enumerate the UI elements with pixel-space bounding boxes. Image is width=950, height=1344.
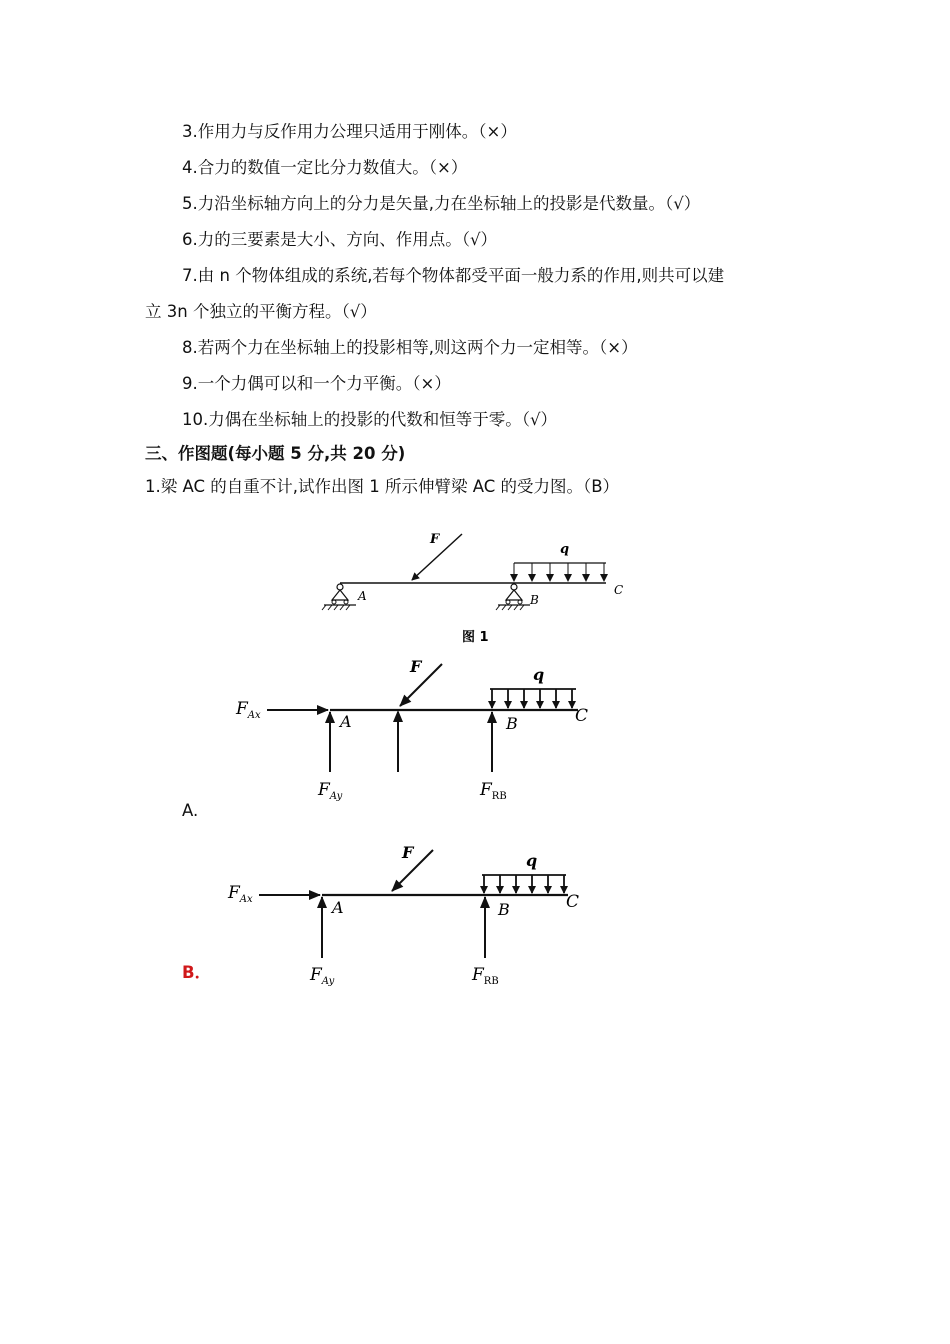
fig1-label-a: A: [358, 589, 367, 603]
option-a-label: A.: [182, 801, 199, 820]
distributed-load-q: [514, 563, 606, 581]
item-4: 4.合力的数值一定比分力数值大。（×）: [182, 158, 468, 177]
fig1-label-f: F: [430, 532, 440, 547]
item-9: 9.一个力偶可以和一个力平衡。（×）: [182, 374, 451, 393]
option-a-label-b: B: [506, 714, 518, 733]
option-a-label-frb: $F_{RB}$: [480, 780, 507, 802]
option-a-label-f: F: [410, 657, 422, 676]
option-a-label-q: q: [533, 665, 545, 684]
option-a-label-a: A: [340, 712, 352, 731]
option-b-label: B．: [182, 963, 212, 982]
option-b-label-c: C: [566, 892, 580, 912]
option-b-label-b: B: [498, 900, 510, 919]
option-a-label-c: C: [575, 706, 589, 726]
item-8: 8.若两个力在坐标轴上的投影相等,则这两个力一定相等。（×）: [182, 338, 638, 357]
fig1-label-b: B: [530, 593, 539, 607]
question-1: 1.梁 AC 的自重不计,试作出图 1 所示伸臂梁 AC 的受力图。（B）: [145, 477, 620, 496]
item-6: 6.力的三要素是大小、方向、作用点。（√）: [182, 230, 498, 249]
item-5: 5.力沿坐标轴方向上的分力是矢量,力在坐标轴上的投影是代数量。（√）: [182, 194, 701, 213]
support-b: [496, 584, 530, 610]
option-b-label-fax: $F_{Ax}$: [228, 883, 253, 905]
option-b-label-frb: $F_{RB}$: [472, 965, 499, 987]
item-7-continued: 立 3n 个独立的平衡方程。（√）: [145, 302, 377, 321]
option-a-label-fax: $F_{Ax}$: [236, 699, 261, 721]
option-a-distributed-load: [490, 689, 576, 708]
option-b-label-f: F: [402, 843, 414, 862]
section-heading: 三、作图题(每小题 5 分,共 20 分): [145, 444, 406, 463]
option-b-distributed-load: [482, 875, 566, 893]
fig1-label-c: C: [614, 583, 624, 597]
option-b-diagram: [227, 843, 579, 987]
item-7: 7.由 n 个物体组成的系统,若每个物体都受平面一般力系的作用,则共可以建: [182, 266, 725, 285]
option-b-label-fay: $F_{Ay}$: [310, 965, 335, 987]
fig1-label-q: q: [560, 542, 570, 557]
support-a: [322, 584, 356, 610]
fig1-caption: 图 1: [462, 630, 489, 645]
option-b-label-a: A: [332, 898, 344, 917]
option-a-label-fay: $F_{Ay}$: [318, 780, 343, 802]
item-10: 10.力偶在坐标轴上的投影的代数和恒等于零。（√）: [182, 410, 558, 429]
item-3: 3.作用力与反作用力公理只适用于刚体。（×）: [182, 122, 517, 141]
option-a-diagram: [235, 657, 588, 802]
option-b-label-q: q: [526, 851, 538, 870]
